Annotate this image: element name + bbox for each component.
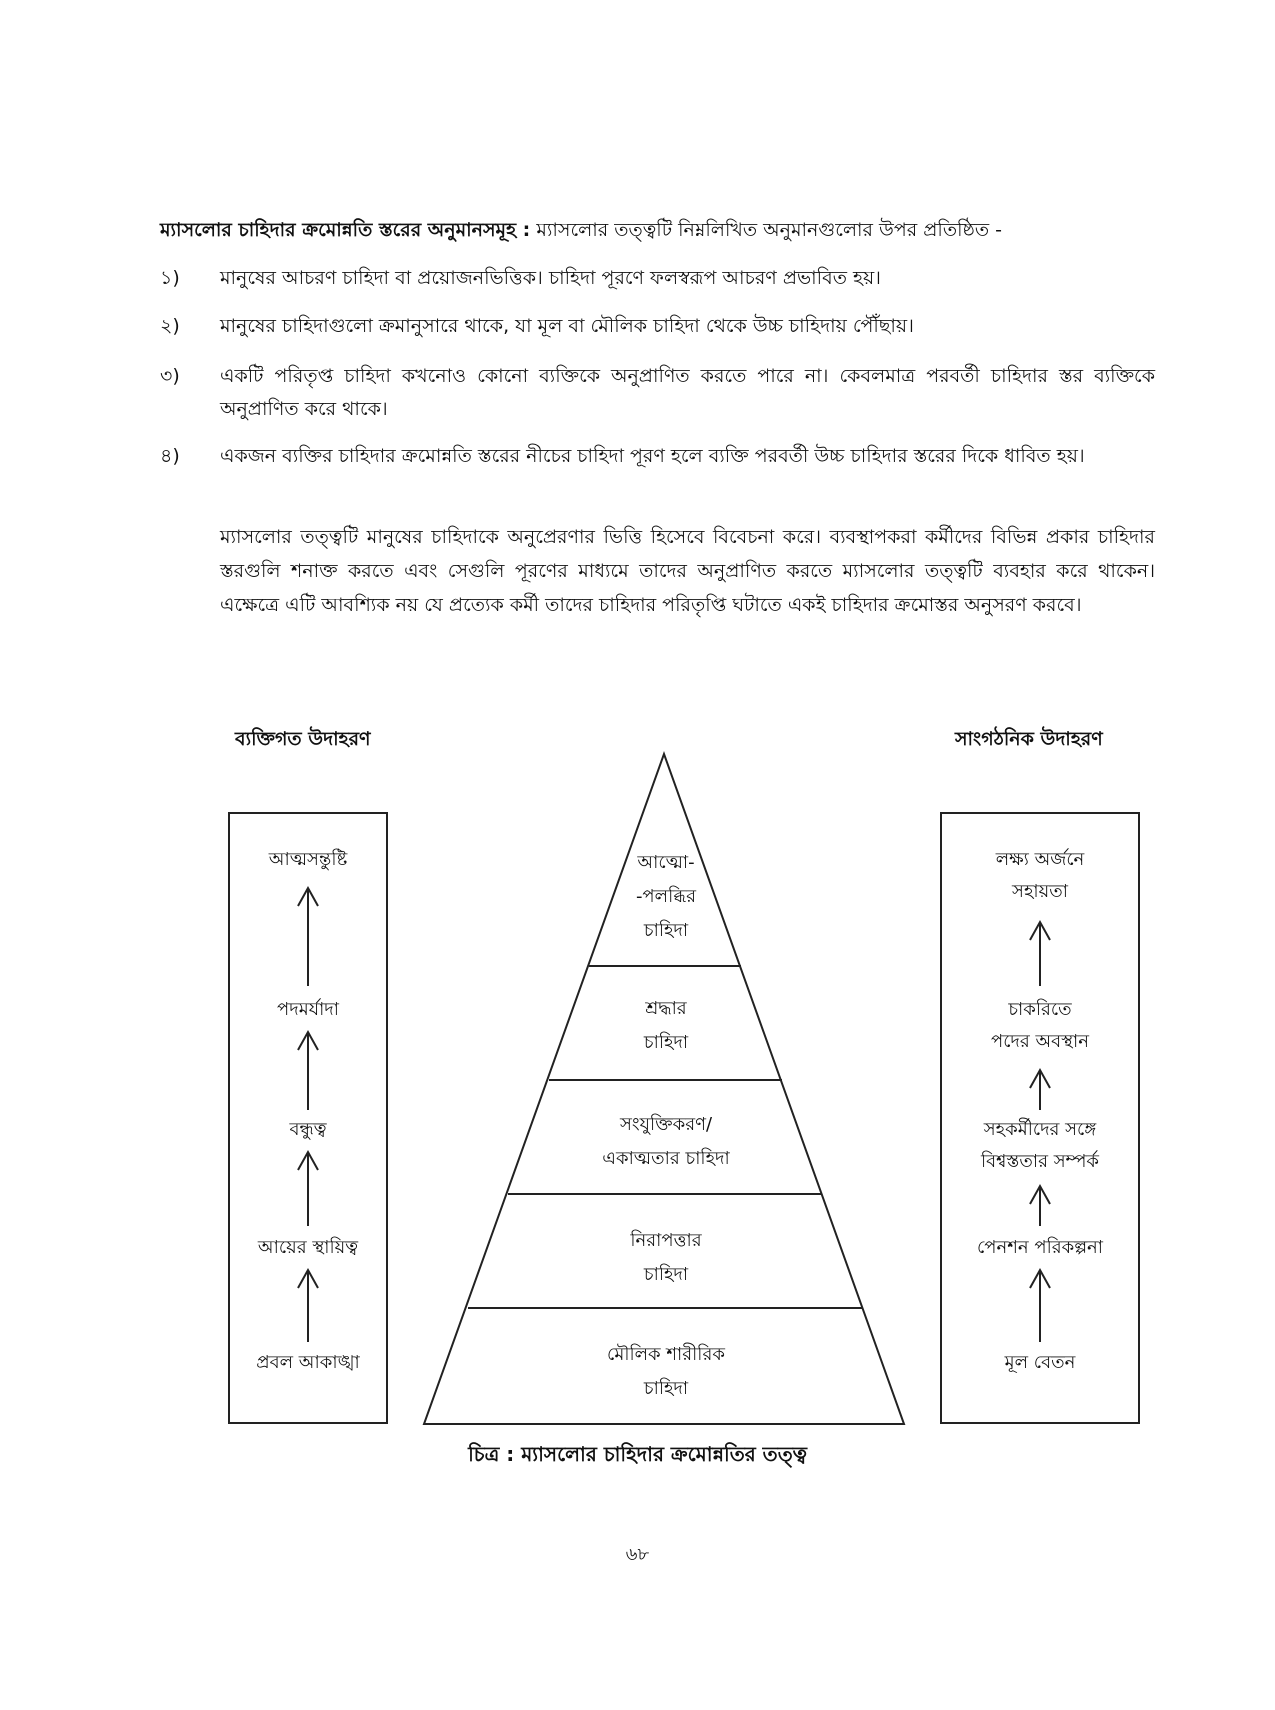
personal-level-label: আয়ের স্থায়িত্ব [257,1237,359,1258]
right-column-title: সাংগঠনিক উদাহরণ [955,728,1103,750]
list-text: মানুষের চাহিদাগুলো ক্রমানুসারে থাকে, যা মূল বা মৌলিক চাহিদা থেকে উচ্চ চাহিদায় পৌঁছায়। [220,315,914,337]
list-text: একজন ব্যক্তির চাহিদার ক্রমোন্নতি স্তরের নীচের চাহিদা পূরণ হলে ব্যক্তি পরবর্তী উচ্চ চাহিদার স্তরের দিকে ধাবিত হয়। [220,445,1085,467]
personal-example-box [228,812,388,1424]
intro-rest: ম্যাসলোর তত্ত্বটি নিম্নলিখিত অনুমানগুলোর উপর প্রতিষ্ঠিত - [536,219,1003,241]
org-level-label: মূল বেতন [1004,1352,1076,1373]
list-text: একটি পরিতৃপ্ত চাহিদা কখনোও কোনো ব্যক্তিকে অনুপ্রাণিত করতে পারে না। কেবলমাত্র পরবর্তী চাহিদার স্তর ব্যক্তিকে অনুপ্রাণিত করে থাকে। [220,365,1155,420]
personal-level-label: আত্মসন্তুষ্টি [268,849,348,870]
org-level-label: সহায়তা [1012,881,1068,902]
up-arrow-icon [298,1152,318,1226]
list-number: ১) [160,267,180,289]
organizational-example-box [940,812,1140,1424]
org-level-label: পদের অবস্থান [990,1031,1089,1052]
page-number: ৬৮ [625,1544,650,1565]
pyramid-level-text: চাহিদা [643,1032,689,1053]
pyramid-level-text: আত্মো- [637,852,695,873]
pyramid-level-text: চাহিদা [643,920,689,941]
list-text: মানুষের আচরণ চাহিদা বা প্রয়োজনভিত্তিক। চাহিদা পূরণে ফলস্বরূপ আচরণ প্রভাবিত হয়। [220,267,881,289]
org-level-label: লক্ষ্য অর্জনে [995,849,1085,870]
intro-line [160,215,1125,246]
org-level-label: চাকরিতে [1008,999,1072,1020]
up-arrow-icon [1030,922,1050,986]
pyramid-level-text: একাত্মতার চাহিদা [602,1148,730,1169]
list-number: ৪) [160,445,180,467]
org-level-label: পেনশন পরিকল্পনা [976,1237,1104,1258]
up-arrow-icon [298,1270,318,1342]
up-arrow-icon [1030,1186,1050,1226]
pyramid-level-text: -পলব্ধির [635,886,697,907]
maslow-pyramid [420,746,920,1426]
up-arrow-icon [298,1032,318,1110]
list-number: ৩) [160,365,180,387]
pyramid-level-text: সংযুক্তিকরণ/ [619,1114,713,1135]
body-paragraph: ম্যাসলোর তত্ত্বটি মানুষের চাহিদাকে অনুপ্রেরণার ভিত্তি হিসেবে বিবেচনা করে। ব্যবস্থাপকরা কর্মীদের বিভিন্ন প্রকার চাহিদার স্তরগুলি শনাক্ত করতে এবং সেগুলি পূরণের মাধ্যমে তাদের অনুপ্রাণিত করতে ম্যাসলোর তত্ত্বটি ব্যবহার করে থাকেন। এক্ষেত্রে এটি আবশ্যিক নয় যে প্রত্যেক কর্মী তাদের চাহিদার পরিতৃপ্তি ঘটাতে একই চাহিদার ক্রমোস্তর অনুসরণ করবে। [220,526,1155,616]
org-level-label: সহকর্মীদের সঙ্গে [983,1119,1097,1140]
figure-caption: চিত্র : ম্যাসলোর চাহিদার ক্রমোন্নতির তত্ত্ব [468,1442,807,1466]
pyramid-level-text: চাহিদা [643,1378,689,1399]
personal-level-label: পদমর্যাদা [277,999,339,1020]
personal-arrows [230,814,386,1422]
org-level-label: বিশ্বস্ততার সম্পর্ক [980,1151,1100,1172]
personal-level-label: প্রবল আকাঙ্খা [256,1352,360,1373]
pyramid-level-text: শ্রদ্ধার [645,998,687,1019]
intro-heading: ম্যাসলোর চাহিদার ক্রমোন্নতি স্তরের অনুমানসমূহ : [160,219,531,241]
up-arrow-icon [1030,1070,1050,1110]
left-column-title: ব্যক্তিগত উদাহরণ [235,728,371,750]
personal-level-label: বন্ধুত্ব [289,1119,327,1140]
up-arrow-icon [298,888,318,986]
list-number: ২) [160,315,180,337]
pyramid-level-text: মৌলিক শারীরিক [607,1344,725,1365]
up-arrow-icon [1030,1270,1050,1342]
pyramid-level-text: চাহিদা [643,1264,689,1285]
pyramid-level-text: নিরাপত্তার [630,1230,702,1251]
org-arrows [942,814,1138,1422]
